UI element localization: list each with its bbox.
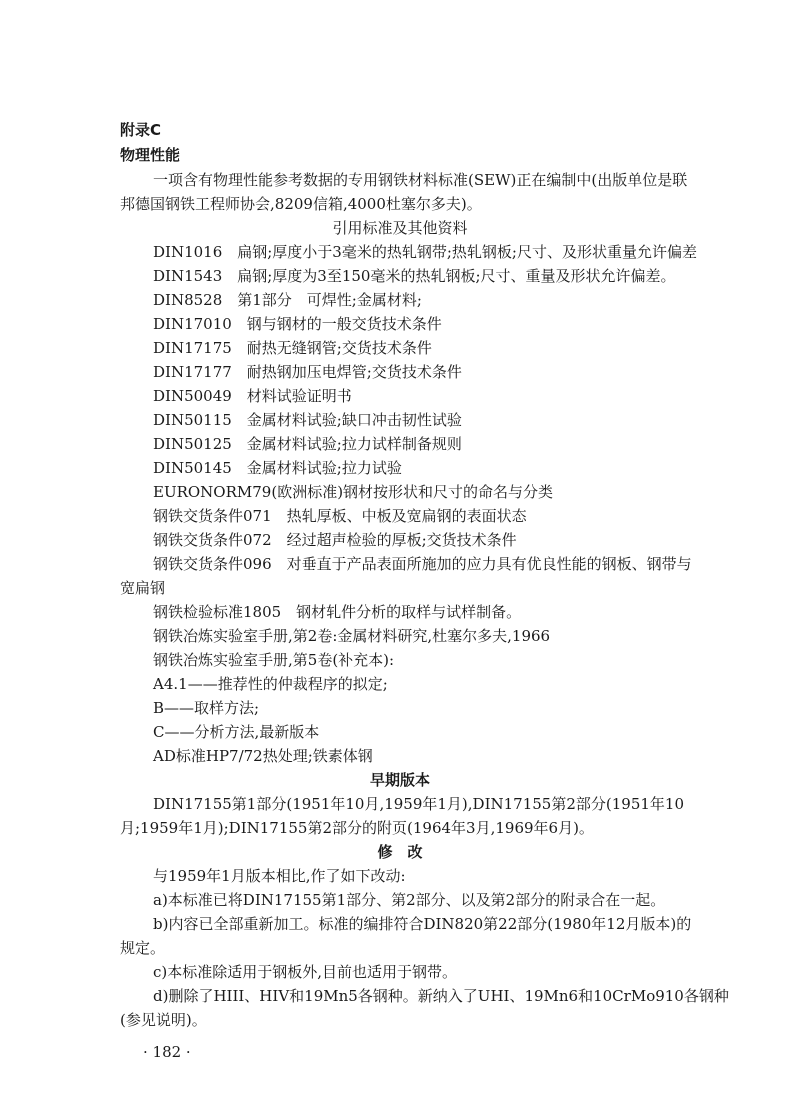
change-item: c)本标准除适用于钢板外,目前也适用于钢带。	[153, 963, 458, 981]
change-item-continuation: 规定。	[120, 939, 166, 957]
reference-item: DIN1543 扁钢;厚度为3至150毫米的热轧钢板;尺寸、重量及形状允许偏差。	[153, 267, 676, 285]
reference-item: DIN50145 金属材料试验;拉力试验	[153, 459, 402, 477]
early-versions-heading: 早期版本	[369, 771, 430, 789]
reference-item: DIN17010 钢与钢材的一般交货技术条件	[153, 315, 442, 333]
reference-item: DIN8528 第1部分 可焊性;金属材料;	[153, 291, 422, 309]
references-heading: 引用标准及其他资料	[332, 219, 468, 237]
change-item: a)本标准已将DIN17155第1部分、第2部分、以及第2部分的附录合在一起。	[153, 891, 666, 909]
changes-heading: 修 改	[377, 843, 423, 861]
appendix-label: 附录C	[120, 121, 162, 139]
reference-item: C——分析方法,最新版本	[153, 723, 320, 741]
early-versions-line: 月;1959年1月);DIN17155第2部分的附页(1964年3月,1969年6月)。	[120, 819, 594, 837]
intro-paragraph-line: 邦德国钢铁工程师协会,8209信箱,4000杜塞尔多夫)。	[120, 195, 482, 213]
change-item: d)删除了HIII、HIV和19Mn5各钢种。新纳入了UHI、19Mn6和10CrMo910各钢种	[153, 987, 729, 1005]
reference-item: DIN17175 耐热无缝钢管;交货技术条件	[153, 339, 432, 357]
reference-item: 钢铁交货条件071 热轧厚板、中板及宽扁钢的表面状态	[153, 507, 527, 525]
reference-item: 钢铁冶炼实验室手册,第2卷:金属材料研究,杜塞尔多夫,1966	[153, 627, 551, 645]
reference-item: 钢铁交货条件096 对垂直于产品表面所施加的应力具有优良性能的钢板、钢带与	[153, 555, 692, 573]
change-item: b)内容已全部重新加工。标准的编排符合DIN820第22部分(1980年12月版本)的	[153, 915, 692, 933]
reference-item: DIN50115 金属材料试验;缺口冲击韧性试验	[153, 411, 462, 429]
reference-item: A4.1——推荐性的仲裁程序的拟定;	[153, 675, 388, 693]
reference-item: B——取样方法;	[153, 699, 260, 717]
intro-paragraph-line: 一项含有物理性能参考数据的专用钢铁材料标准(SEW)正在编制中(出版单位是联	[153, 171, 688, 189]
changes-intro: 与1959年1月版本相比,作了如下改动:	[153, 867, 406, 885]
reference-item: 钢铁冶炼实验室手册,第5卷(补充本):	[153, 651, 395, 669]
reference-item: DIN1016 扁钢;厚度小于3毫米的热轧钢带;热轧钢板;尺寸、及形状重量允许偏差	[153, 243, 697, 261]
change-item-continuation: (参见说明)。	[120, 1011, 207, 1029]
early-versions-line: DIN17155第1部分(1951年10月,1959年1月),DIN17155第2部分(1951年10	[153, 795, 685, 813]
reference-item: DIN50049 材料试验证明书	[153, 387, 352, 405]
reference-item: EURONORM79(欧洲标准)钢材按形状和尺寸的命名与分类	[153, 483, 554, 501]
page-number: · 182 ·	[143, 1043, 191, 1061]
reference-item-continuation: 宽扁钢	[120, 579, 166, 597]
reference-item: DIN17177 耐热钢加压电焊管;交货技术条件	[153, 363, 462, 381]
reference-item: DIN50125 金属材料试验;拉力试样制备规则	[153, 435, 462, 453]
reference-item: AD标准HP7/72热处理;铁素体钢	[153, 747, 373, 765]
reference-item: 钢铁检验标准1805 钢材轧件分析的取样与试样制备。	[153, 603, 522, 621]
reference-item: 钢铁交货条件072 经过超声检验的厚板;交货技术条件	[153, 531, 517, 549]
section-title: 物理性能	[120, 146, 181, 164]
